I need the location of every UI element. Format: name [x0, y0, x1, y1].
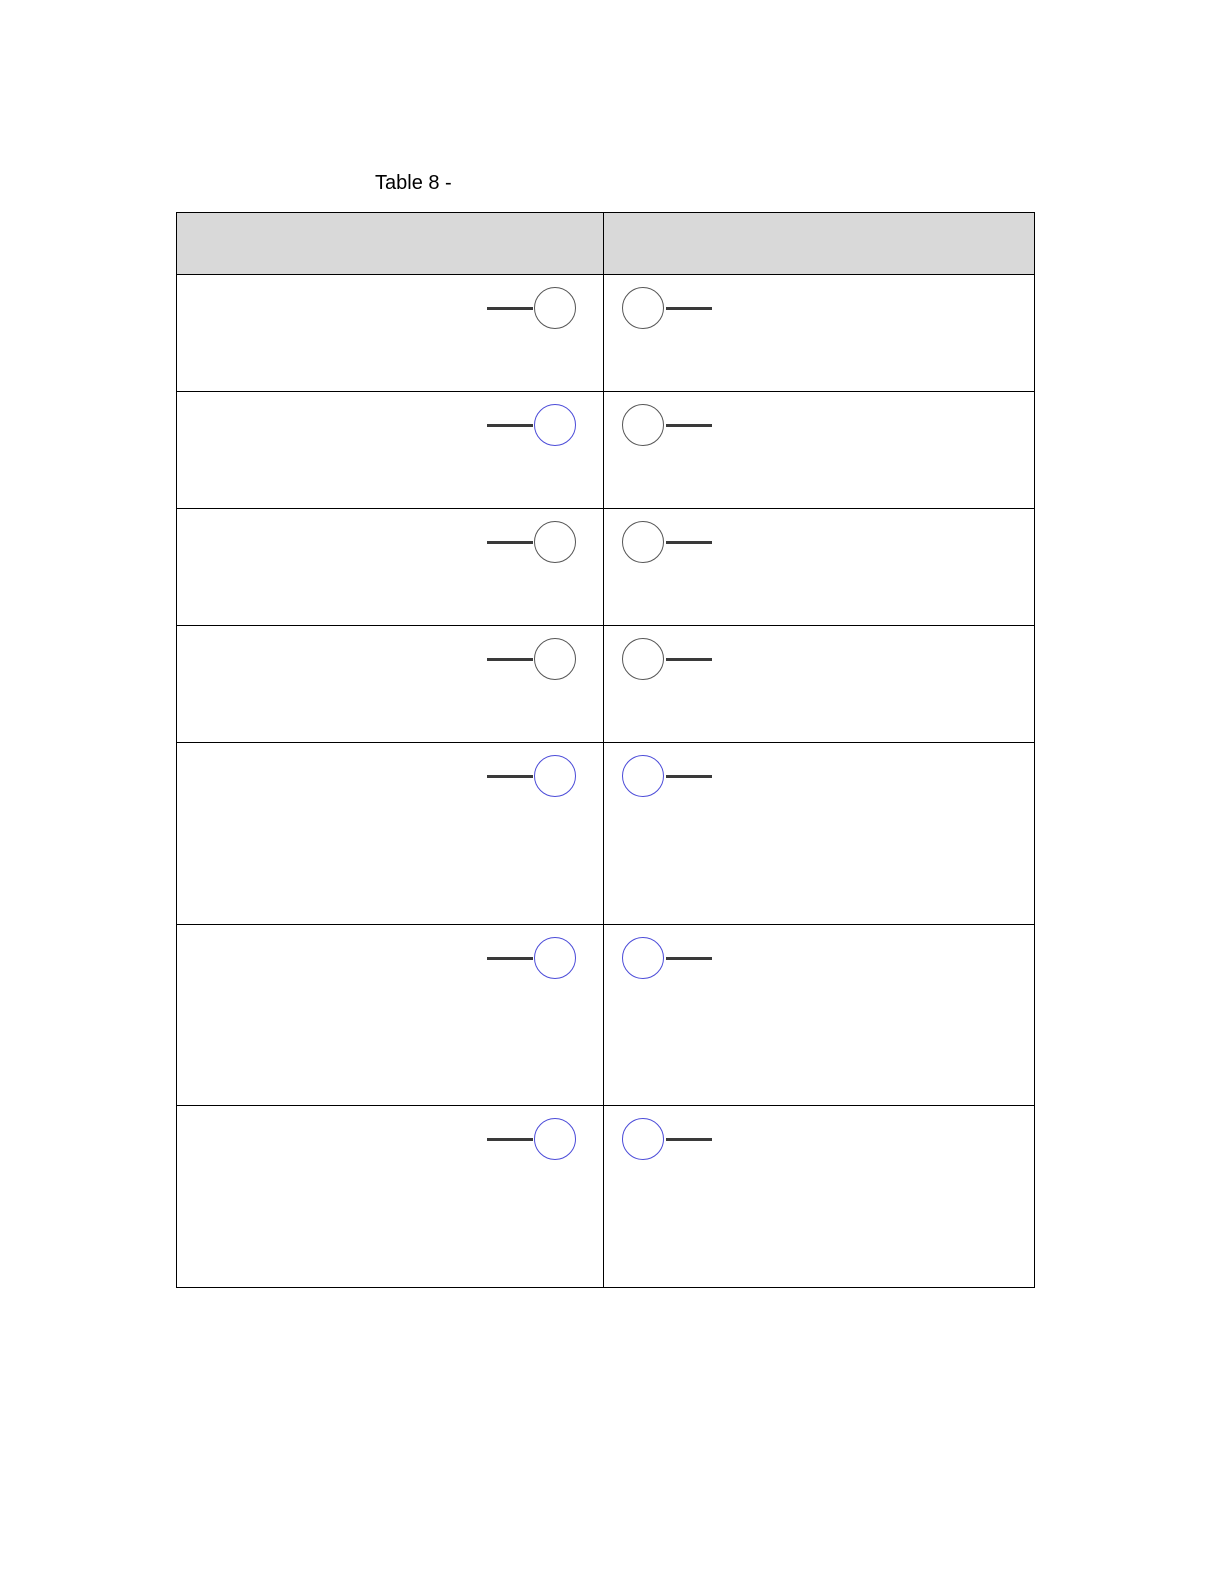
- right-cell: [604, 743, 1035, 924]
- right-cell: [604, 1106, 1035, 1287]
- connector-node-icon[interactable]: [487, 937, 577, 981]
- left-cell: [177, 392, 604, 508]
- connector-node-icon[interactable]: [622, 1118, 712, 1162]
- connector-node-icon[interactable]: [487, 521, 577, 565]
- table-row: [177, 275, 1035, 392]
- table-row: [177, 626, 1035, 743]
- header-cell-right: [604, 213, 1035, 274]
- table-header-row: [177, 213, 1035, 275]
- left-cell: [177, 1106, 604, 1287]
- left-cell: [177, 626, 604, 742]
- connector-node-icon[interactable]: [622, 638, 712, 682]
- connector-node-icon[interactable]: [622, 287, 712, 331]
- left-cell: [177, 925, 604, 1106]
- connector-node-icon[interactable]: [487, 287, 577, 331]
- table-row: [177, 1106, 1035, 1288]
- table-row: [177, 925, 1035, 1107]
- right-cell: [604, 925, 1035, 1106]
- connector-node-icon[interactable]: [622, 404, 712, 448]
- right-cell: [604, 626, 1035, 742]
- connector-node-icon[interactable]: [622, 755, 712, 799]
- connector-node-icon[interactable]: [487, 404, 577, 448]
- table-row: [177, 392, 1035, 509]
- right-cell: [604, 275, 1035, 391]
- table-row: [177, 509, 1035, 626]
- left-cell: [177, 275, 604, 391]
- header-cell-left: [177, 213, 604, 274]
- table-row: [177, 743, 1035, 925]
- left-cell: [177, 743, 604, 924]
- connector-node-icon[interactable]: [487, 638, 577, 682]
- right-cell: [604, 509, 1035, 625]
- connector-node-icon[interactable]: [487, 755, 577, 799]
- connector-node-icon[interactable]: [622, 521, 712, 565]
- matching-table: [176, 212, 1035, 1288]
- right-cell: [604, 392, 1035, 508]
- connector-node-icon[interactable]: [622, 937, 712, 981]
- table-caption: Table 8 -: [375, 172, 452, 194]
- connector-node-icon[interactable]: [487, 1118, 577, 1162]
- left-cell: [177, 509, 604, 625]
